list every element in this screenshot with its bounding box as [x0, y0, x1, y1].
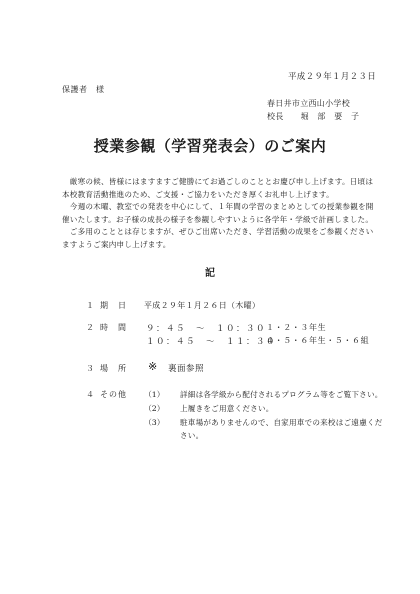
grades-slot-1: １・２・３年生	[266, 323, 327, 332]
item-number: ３	[86, 364, 94, 373]
body-line: ご多用のこととは存じますが、ぜひご出席いただき、学習活動の成果をご参観ください	[62, 227, 374, 236]
item-number: ２	[86, 323, 94, 332]
document-date: 平成２９年１月２３日	[288, 72, 377, 82]
item-label-time: 時 間	[100, 323, 127, 332]
school-name: 春日井市立西山小学校	[267, 99, 350, 108]
item-label-date: 期 日	[100, 301, 127, 310]
body-paragraph	[62, 176, 374, 251]
recipient: 保護者 様	[62, 85, 105, 94]
body-line: 厳寒の候、皆様にはますますご健勝にてお過ごしのこととお慶び申し上げます。日頃は	[62, 177, 374, 186]
ki-heading: 記	[205, 268, 215, 279]
time-slot-1: ９：４５ ～ １０：３０	[146, 324, 267, 334]
note-number: （1）	[144, 390, 165, 399]
note-number: （3）	[144, 418, 165, 427]
time-slot-2: １０：４５ ～ １１：３０	[146, 337, 277, 347]
grades-slot-2: ４・５・６年生・５・６組	[266, 336, 370, 345]
body-line: 催いたします。お子様の成長の様子を参観しやすいように各学年・学級で計画しました。	[62, 214, 374, 224]
note-number: （2）	[144, 404, 165, 413]
body-line: ますようご案内申し上げます。	[62, 239, 171, 249]
reference-mark-icon: ※	[148, 360, 158, 373]
item-label-other: その他	[100, 390, 127, 399]
event-date: 平成２９年１月２６日（木曜）	[144, 301, 261, 310]
item-label-place: 場 所	[100, 364, 127, 373]
item-number: １	[86, 301, 94, 310]
note-text: 詳細は各学級から配付されるプログラム等をご覧下さい。	[180, 390, 383, 399]
body-line: 今週の木曜、教室での発表を中心にして、１年間の学習のまとめとしての授業参観を開	[62, 202, 374, 211]
note-text: 駐車場がありませんので、自家用車での来校はご遠慮くだ	[180, 418, 383, 427]
document-title: 授業参観（学習発表会）のご案内	[93, 137, 327, 155]
principal-name: 校長 堀 部 要 子	[267, 112, 360, 121]
note-text: 上履きをご用意ください。	[180, 404, 274, 413]
body-line: 本校教育活動推進のため、ご支援・ご協力をいただき厚くお礼申し上げます。	[62, 189, 334, 199]
place-reference: 裏面参照	[168, 364, 205, 374]
item-number: ４	[86, 390, 94, 399]
note-text-continued: さい。	[180, 431, 204, 440]
